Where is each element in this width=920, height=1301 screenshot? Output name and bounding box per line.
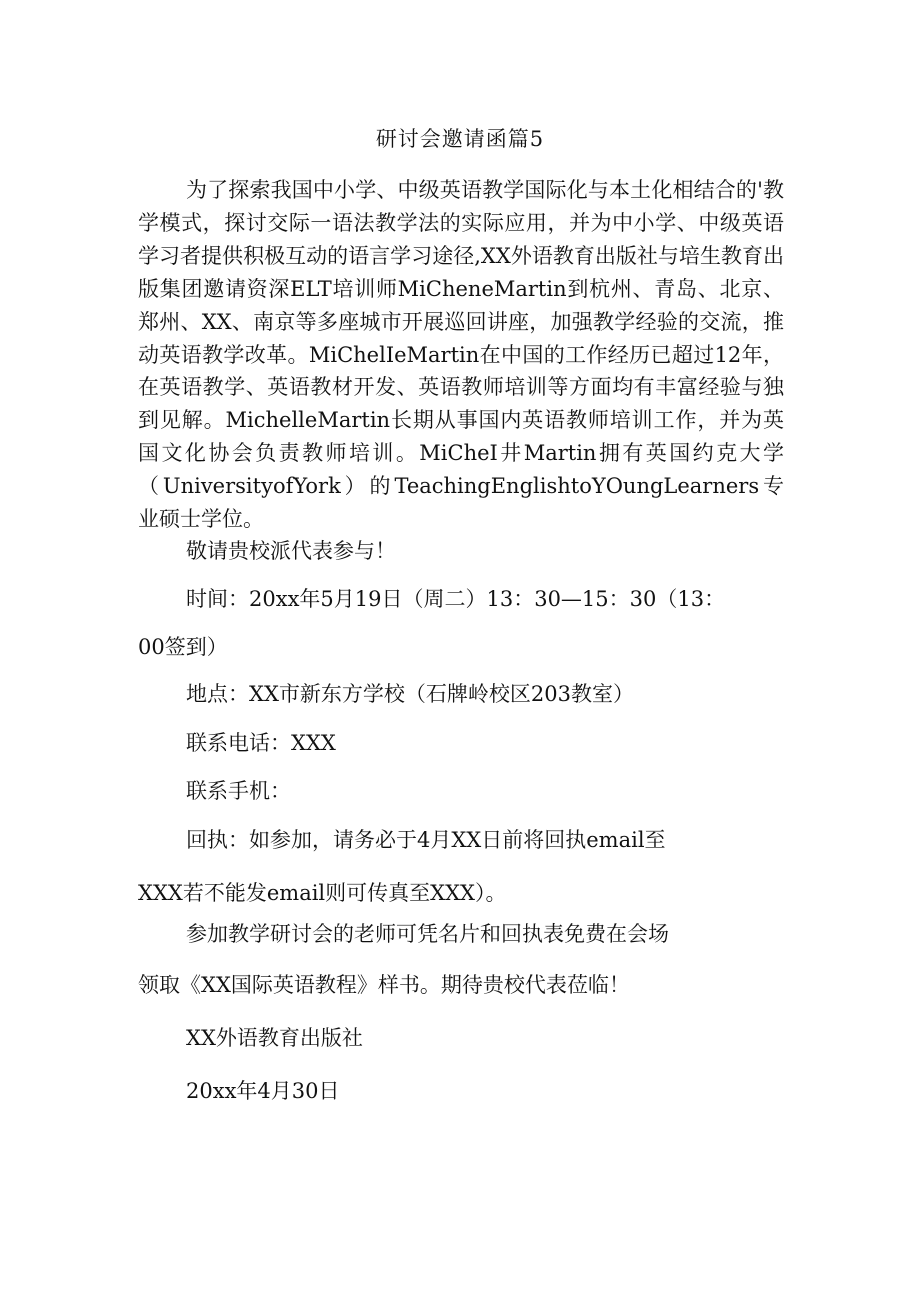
invite-line: 敬请贵校派代表参与！ xyxy=(186,539,396,563)
time-line-2: 00签到） xyxy=(138,635,228,659)
reply-line-2: XXX若不能发email则可传真至XXX）。 xyxy=(138,881,507,905)
sample-line-1: 参加教学研讨会的老师可凭名片和回执表免费在会场 xyxy=(186,922,669,946)
intro-paragraph: 为了探索我国中小学、中级英语教学国际化与本土化相结合的'教学模式，探讨交际一语法教学法的实际应用，并为中小学、中级英语学习者提供积极互动的语言学习途径,XX外语教育出版社与培生教育出版集团邀请资深ELT培训师MiCheneMartin到杭州、青岛、北京、郑州、XX、南京等多座城市开展巡回讲座，加强教学经验的交流，推动英语教学改革。MiChelIeMartin在中国的工作经历已超过12年，在英语教学、英语教材开发、英语教师培训等方面均有丰富经验与独到见解。MichelleMartin长期从事国内英语教师培训工作，并为英国文化协会负责教师培训。MiCheI井Martin拥有英国约克大学（UniversityofYork）的TeachingEnglishtoYOungLearners专业硕士学位。 xyxy=(138,178,784,532)
reply-line-1: 回执：如参加，请务必于4月XX日前将回执email至 xyxy=(186,828,666,852)
time-line-1: 时间：20xx年5月19日（周二）13：30—15：30（13： xyxy=(186,587,726,611)
signature-line: XX外语教育出版社 xyxy=(186,1026,363,1050)
location-line: 地点：XX市新东方学校（石牌岭校区203教室） xyxy=(186,682,634,706)
mobile-line: 联系手机： xyxy=(186,779,291,803)
phone-line: 联系电话：XXX xyxy=(186,731,336,755)
document-title: 研讨会邀请函篇5 xyxy=(375,127,545,151)
sample-line-2: 领取《XX国际英语教程》样书。期待贵校代表莅临！ xyxy=(138,973,630,997)
date-line: 20xx年4月30日 xyxy=(186,1079,340,1103)
